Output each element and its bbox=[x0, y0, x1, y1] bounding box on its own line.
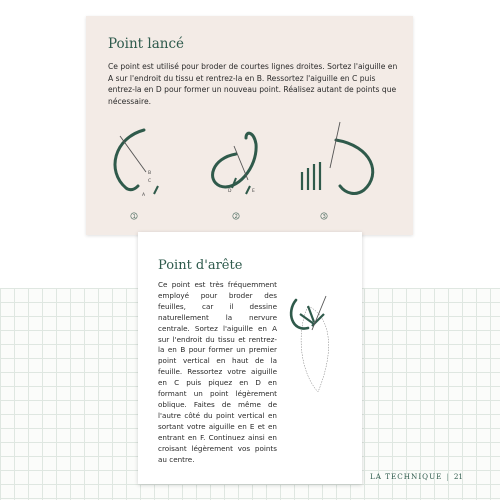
page-number: 21 bbox=[453, 472, 463, 481]
thread-icon bbox=[336, 140, 373, 193]
needle-icon bbox=[120, 136, 146, 172]
thread-icon bbox=[291, 300, 308, 329]
point-lance-card bbox=[86, 16, 413, 235]
step-1-diagram bbox=[115, 130, 158, 220]
point-arete-illustration bbox=[278, 292, 360, 402]
point-arete-title: Point d'arête bbox=[158, 258, 243, 273]
thread-icon bbox=[213, 133, 257, 187]
step-1-number: 1 bbox=[132, 213, 136, 220]
stitch-mark bbox=[154, 186, 158, 194]
thread-icon bbox=[115, 130, 144, 190]
point-arete-text: Ce point est très fréquemment employé pour broder des feuilles, car il dessine naturellement la nervure centrale. Sortez l'aiguille en A sur l'endroit du tissu et rentrez-la en B pour former un premier point vertical en haut de la feuille. Ressortez votre aiguille en C puis piquez en D en formant un point légèrement oblique. Faites de même de l'autre côté du point vertical en sortant votre aiguille en E et en entrant en F. Continuez ainsi en croisant légèrement vos points au centre. bbox=[158, 280, 277, 464]
needle-icon bbox=[312, 296, 326, 330]
svg-text:B: B bbox=[148, 171, 152, 176]
point-lance-text: Ce point est utilisé pour broder de courtes lignes droites. Sortez l'aiguille en A sur l'endroit du tissu et rentrez-la en B. Ressortez l'aiguille en C puis entrez-la en D pour former un nouveau point. Réalisez autant de points que nécessaire. bbox=[108, 62, 398, 106]
point-lance-illustration bbox=[86, 116, 413, 231]
page-footer bbox=[370, 472, 463, 481]
section-label: LA TECHNIQUE bbox=[370, 472, 443, 481]
svg-text:E: E bbox=[252, 189, 255, 194]
step-2-number: 2 bbox=[234, 213, 238, 220]
step-3-diagram bbox=[302, 122, 373, 220]
svg-text:C: C bbox=[148, 179, 152, 184]
needle-icon bbox=[234, 146, 248, 180]
step-2-diagram bbox=[213, 133, 257, 220]
stitch-mark bbox=[246, 186, 250, 194]
svg-text:D: D bbox=[228, 189, 232, 194]
svg-text:A: A bbox=[142, 193, 146, 198]
point-arete-card bbox=[138, 232, 362, 484]
needle-icon bbox=[330, 122, 340, 168]
footer-separator: | bbox=[446, 472, 450, 481]
step-3-number: 3 bbox=[322, 213, 326, 220]
point-lance-title: Point lancé bbox=[108, 36, 185, 52]
